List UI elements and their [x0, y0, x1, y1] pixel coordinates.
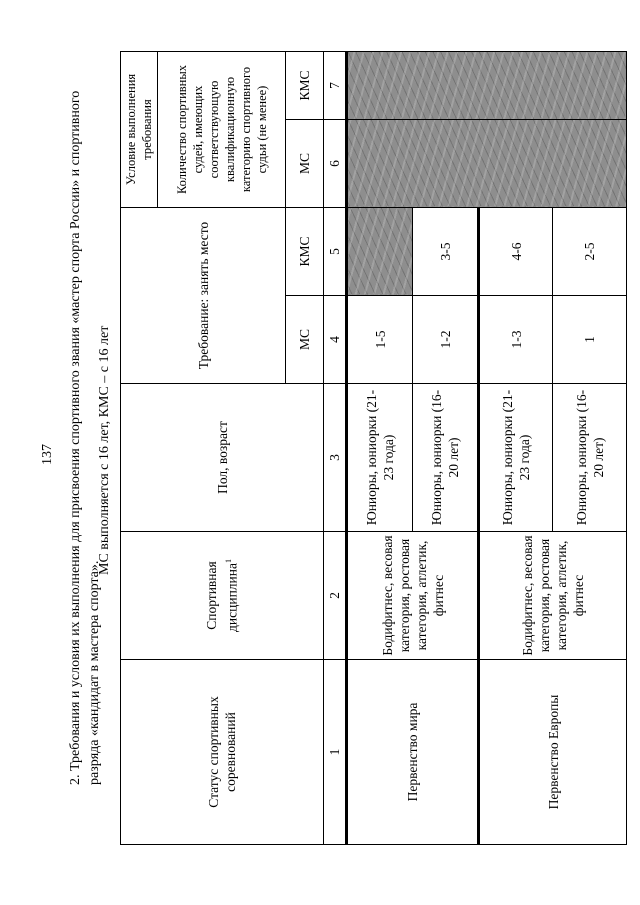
row-sex-age: Юниоры, юниорки (16-20 лет) — [553, 384, 627, 532]
row-sex-age: Юниоры, юниорки (21-23 года) — [479, 384, 553, 532]
header-condition: Условие выполнения требования — [121, 52, 158, 208]
header-kms-place: КМС — [286, 208, 324, 296]
col-number: 4 — [324, 296, 347, 384]
header-sex-age: Пол, возраст — [121, 384, 324, 532]
requirements-table — [120, 51, 627, 845]
row-ms-place: 1-3 — [479, 296, 553, 384]
row-sex-age: Юниоры, юниорки (16-20 лет) — [413, 384, 479, 532]
col-number: 7 — [324, 52, 347, 120]
row-ms-place: 1-5 — [347, 296, 413, 384]
footnote-mark: 1 — [224, 559, 234, 564]
col-number: 5 — [324, 208, 347, 296]
shaded-cell — [347, 120, 627, 208]
row-kms-place: 4-6 — [479, 208, 553, 296]
row-discipline: Бодифитнес, весовая категория, ростовая категория, атлетик, фитнес — [347, 532, 479, 660]
row-sex-age: Юниоры, юниорки (21-23 года) — [347, 384, 413, 532]
col-number: 6 — [324, 120, 347, 208]
row-ms-place: 1-2 — [413, 296, 479, 384]
header-status: Статус спортивных соревнований — [121, 660, 324, 845]
col-number: 3 — [324, 384, 347, 532]
row-discipline: Бодифитнес, весовая категория, ростовая категория, атлетик, фитнес — [479, 532, 627, 660]
shaded-cell — [347, 52, 627, 120]
col-number: 1 — [324, 660, 347, 845]
table-caption: 2. Требования и условия их выполнения для присвоения спортивного звания «мастер спорта России» и спортивного разряда «кандидат в мастера спорта». — [68, 90, 102, 785]
row-kms-place: 2-5 — [553, 208, 627, 296]
header-ms-judges: МС — [286, 120, 324, 208]
row-status: Первенство Европы — [479, 660, 627, 845]
header-ms-place: МС — [286, 296, 324, 384]
header-discipline — [121, 532, 324, 660]
age-note: МС выполняется с 16 лет, КМС – с 16 лет — [97, 325, 112, 575]
header-judges: Количество спортивных судей, имеющих соответствующую квалификационную категорию спортивного судьи (не менее) — [158, 52, 286, 208]
col-number: 2 — [324, 532, 347, 660]
row-ms-place: 1 — [553, 296, 627, 384]
page-number: 137 — [40, 444, 55, 465]
shaded-cell — [347, 208, 413, 296]
row-kms-place: 3-5 — [413, 208, 479, 296]
header-discipline-text: Спортивная дисциплина — [204, 561, 240, 632]
row-status: Первенство мира — [347, 660, 479, 845]
header-place-requirement: Требование: занять место — [121, 208, 286, 384]
header-kms-judges: КМС — [286, 52, 324, 120]
